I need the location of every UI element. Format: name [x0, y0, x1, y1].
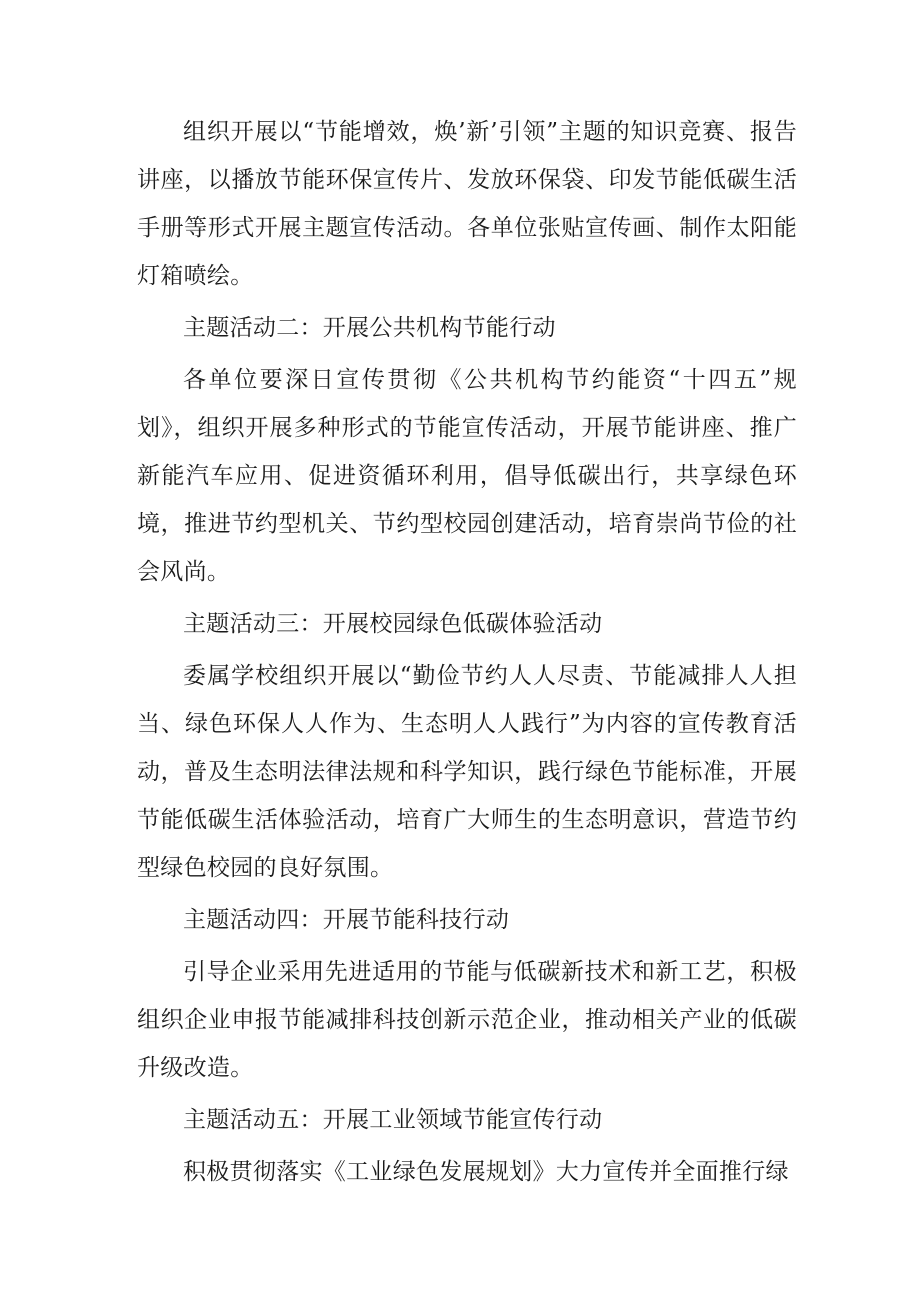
paragraph-intro: 组织开展以“节能增效，焕’新’引领”主题的知识竞赛、报告讲座，以播放节能环保宣传片、发放环保袋、印发节能低碳生活手册等形式开展主题宣传活动。各单位张贴宣传画、制作太阳能灯箱喷绘。 [137, 119, 797, 289]
paragraph-activity-4: 引导企业采用先进适用的节能与低碳新技术和新工艺，积极组织企业申报节能减排科技创新示范企业，推动相关产业的低碳升级改造。 [137, 959, 797, 1081]
paragraph-activity-3: 委属学校组织开展以“勤俭节约人人尽责、节能减排人人担当、绿色环保人人作为、生态明人人践行”为内容的宣传教育活动，普及生态明法律法规和科学知识，践行绿色节能标准，开展节能低碳生活体验活动，培育广大师生的生态明意识，营造节约型绿色校园的良好氛围。 [137, 663, 797, 881]
paragraph-activity-5: 积极贯彻落实《工业绿色发展规划》大力宣传并全面推行绿 [183, 1159, 789, 1185]
heading-activity-3: 主题活动三：开展校园绿色低碳体验活动 [183, 611, 603, 637]
heading-activity-5: 主题活动五：开展工业领域节能宣传行动 [183, 1107, 603, 1133]
heading-activity-4: 主题活动四：开展节能科技行动 [183, 907, 510, 933]
heading-activity-2: 主题活动二：开展公共机构节能行动 [183, 315, 556, 341]
paragraph-activity-2: 各单位要深日宣传贯彻《公共机构节约能资“十四五”规划》，组织开展多种形式的节能宣传活动，开展节能讲座、推广新能汽车应用、促进资循环利用，倡导低碳出行，共享绿色环境，推进节约型机关、节约型校园创建活动，培育崇尚节俭的社会风尚。 [137, 367, 797, 585]
document-body [137, 108, 797, 1200]
